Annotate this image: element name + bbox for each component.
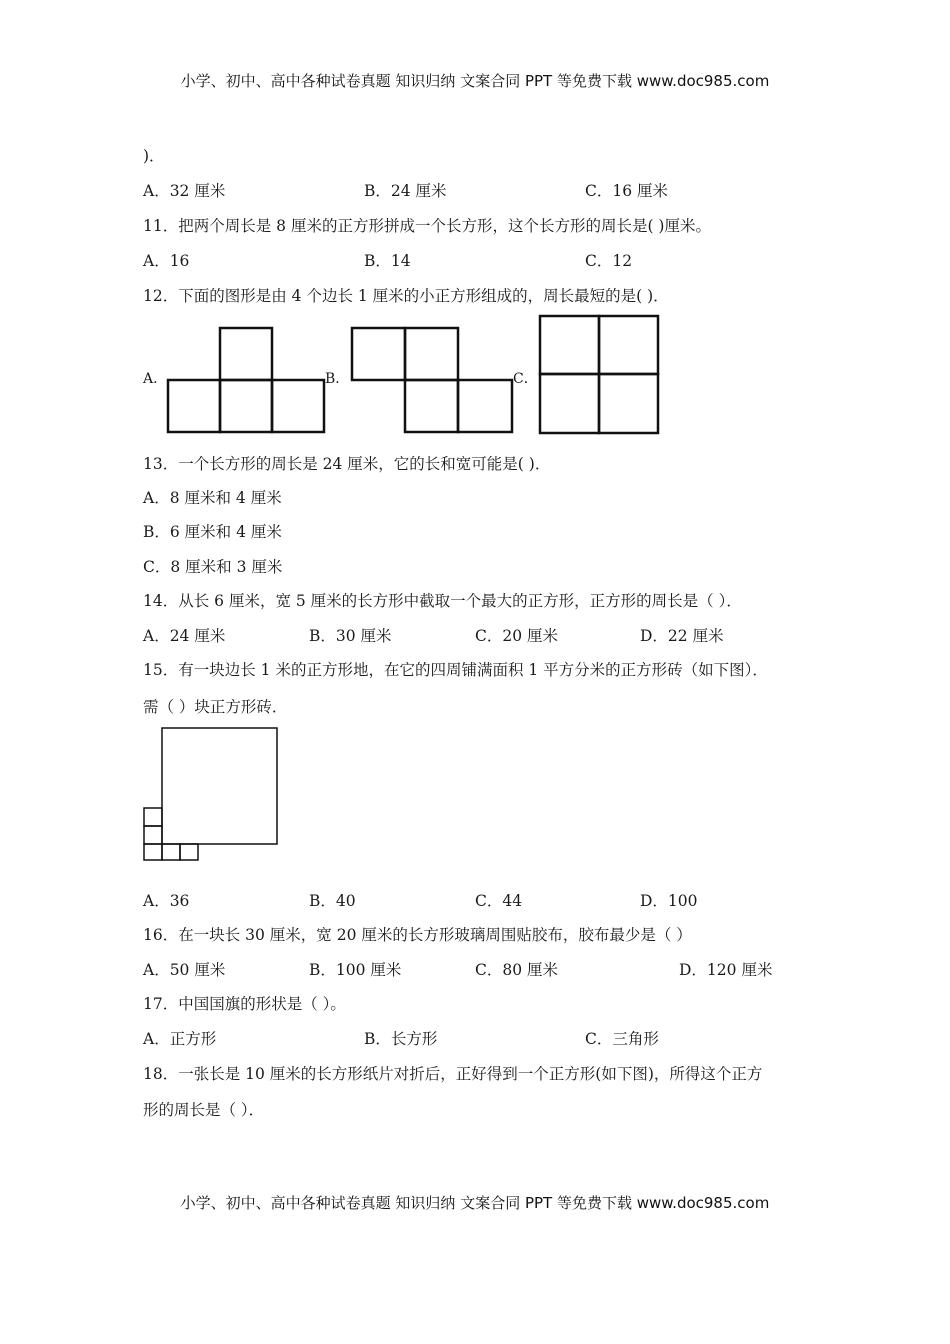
q15-text-line1: 15．有一块边长 1 米的正方形地，在它的四周铺满面积 1 平方分米的正方形砖（如下图）． <box>143 661 768 679</box>
q15-tile <box>180 844 198 860</box>
q16-text: 16．在一块长 30 厘米，宽 20 厘米的长方形玻璃周围贴胶布，胶布最少是（ ） <box>143 926 692 944</box>
figure-b-square-4 <box>458 380 512 432</box>
page-header: 小学、初中、高中各种试卷真题 知识归纳 文案合同 PPT 等免费下载 www.doc985.com <box>180 72 770 90</box>
q15-tile <box>144 808 162 826</box>
figure-b-square-1 <box>352 328 405 380</box>
figure-a-middle-square <box>220 380 272 432</box>
q10-option-a: A．32 厘米 <box>143 182 226 200</box>
figure-a-right-square <box>272 380 324 432</box>
q16-option-c: C．80 厘米 <box>475 961 559 979</box>
figure-c-square-1 <box>540 316 599 374</box>
q11-option-b: B．14 <box>364 252 411 270</box>
q13-option-c: C．8 厘米和 3 厘米 <box>143 558 283 576</box>
q17-option-b: B．长方形 <box>364 1030 438 1048</box>
figure-b-square-3 <box>405 380 458 432</box>
q16-option-a: A．50 厘米 <box>143 961 226 979</box>
figure-a-top-square <box>220 328 272 380</box>
q12-text: 12．下面的图形是由 4 个边长 1 厘米的小正方形组成的，周长最短的是( )． <box>143 287 669 305</box>
q14-option-b: B．30 厘米 <box>309 627 392 645</box>
figure-c-square-2 <box>599 316 658 374</box>
q17-option-a: A．正方形 <box>143 1030 217 1048</box>
q18-text-line2: 形的周长是（ ）． <box>143 1101 265 1119</box>
q12-label-b: B． <box>325 371 350 387</box>
q15-option-a: A．36 <box>143 892 190 910</box>
q14-text: 14．从长 6 厘米，宽 5 厘米的长方形中截取一个最大的正方形，正方形的周长是（ ）． <box>143 592 742 610</box>
q17-text: 17．中国国旗的形状是（ ）。 <box>143 995 346 1013</box>
q18-text-line1: 18．一张长是 10 厘米的长方形纸片对折后，正好得到一个正方形(如下图)，所得这个正方 <box>143 1065 763 1083</box>
q14-option-c: C．20 厘米 <box>475 627 559 645</box>
q15-tile <box>144 826 162 844</box>
q15-text-line2: 需（ ）块正方形砖． <box>143 698 288 716</box>
q10-option-c: C．16 厘米 <box>585 182 669 200</box>
q15-tile <box>162 844 180 860</box>
q15-big-square <box>162 728 277 844</box>
q15-tile <box>144 844 162 860</box>
figure-b-square-2 <box>405 328 458 380</box>
q16-option-d: D．120 厘米 <box>679 961 773 979</box>
figure-a-left-square <box>168 380 220 432</box>
page-footer: 小学、初中、高中各种试卷真题 知识归纳 文案合同 PPT 等免费下载 www.doc985.com <box>180 1194 770 1212</box>
q11-option-c: C．12 <box>585 252 633 270</box>
q13-text: 13．一个长方形的周长是 24 厘米，它的长和宽可能是( )． <box>143 455 551 473</box>
q17-option-c: C．三角形 <box>585 1030 659 1048</box>
q12-label-c: C． <box>513 371 538 387</box>
q13-option-a: A．8 厘米和 4 厘米 <box>143 489 282 507</box>
figure-c-square-4 <box>599 374 658 433</box>
q10-tail: )． <box>143 147 165 165</box>
q11-text: 11．把两个周长是 8 厘米的正方形拼成一个长方形，这个长方形的周长是( )厘米。 <box>143 217 711 235</box>
q16-option-b: B．100 厘米 <box>309 961 402 979</box>
q10-option-b: B．24 厘米 <box>364 182 447 200</box>
q12-figure-a <box>168 328 324 432</box>
q13-option-b: B．6 厘米和 4 厘米 <box>143 523 282 541</box>
q15-option-b: B．40 <box>309 892 356 910</box>
q14-option-a: A．24 厘米 <box>143 627 226 645</box>
q15-option-d: D．100 <box>640 892 698 910</box>
q15-figure <box>144 728 277 860</box>
q12-label-a: A． <box>143 371 168 387</box>
q14-option-d: D．22 厘米 <box>640 627 724 645</box>
q11-option-a: A．16 <box>143 252 190 270</box>
figure-c-square-3 <box>540 374 599 433</box>
q12-figure-b <box>352 328 512 432</box>
q15-option-c: C．44 <box>475 892 523 910</box>
q12-figure-c <box>540 316 658 433</box>
